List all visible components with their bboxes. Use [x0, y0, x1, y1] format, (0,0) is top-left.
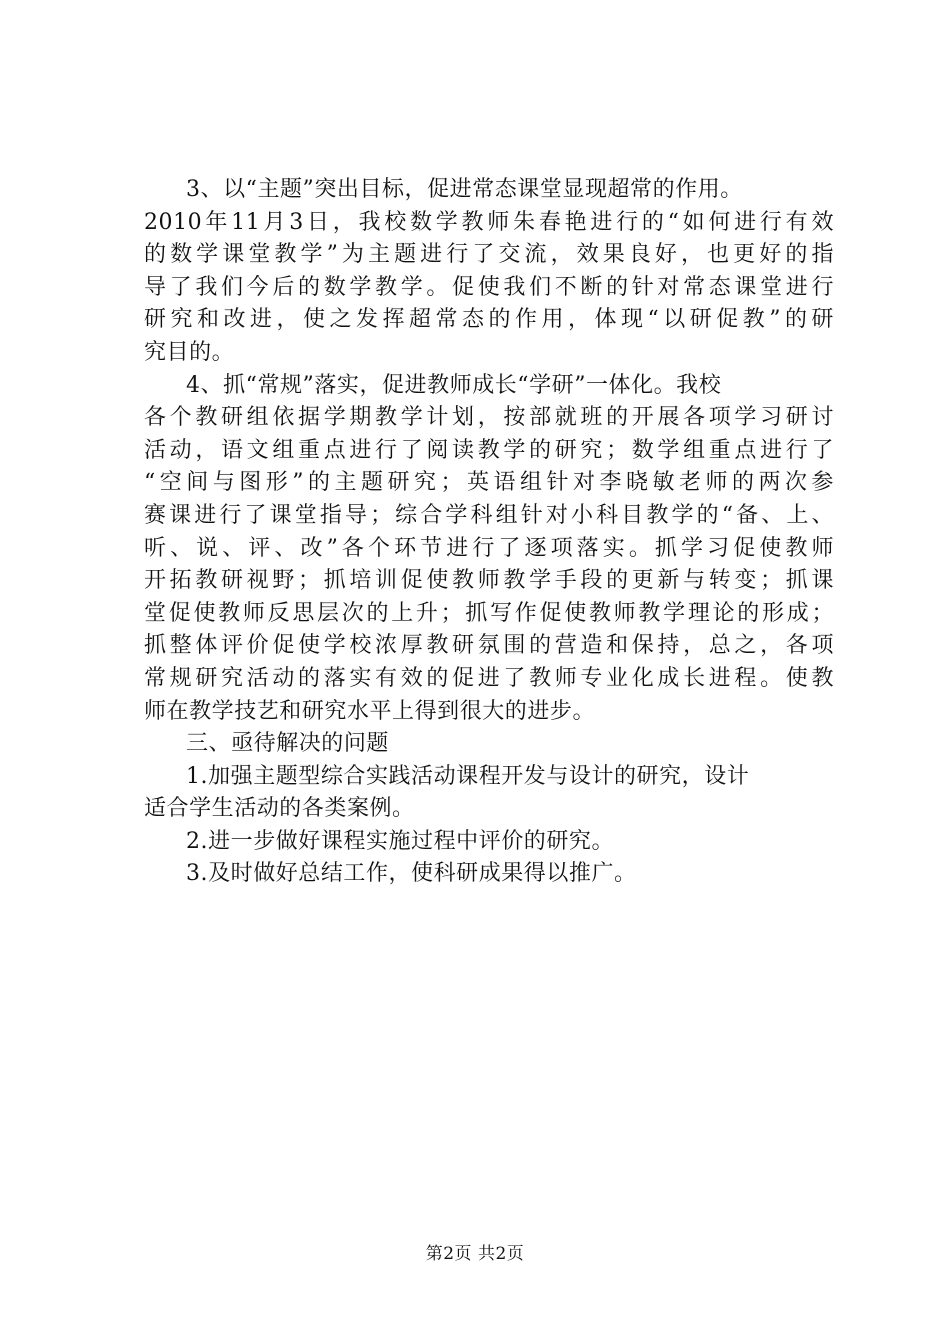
paragraph-4-line-11: 师在教学技艺和研究水平上得到很大的进步。 [144, 698, 596, 724]
paragraph-4-line-9: 抓整体评价促使学校浓厚教研氛围的营造和保持，总之，各项 [144, 633, 834, 659]
paragraph-4-line-3: 活动，语文组重点进行了阅读教学的研究；数学组重点进行了 [144, 437, 834, 463]
paragraph-3-line-2: 2010年11月3日，我校数学教师朱春艳进行的“如何进行有效 [144, 209, 834, 235]
page-number-footer: 第2页 共2页 [425, 1244, 525, 1264]
paragraph-4-line-7: 开拓教研视野；抓培训促使教师教学手段的更新与转变；抓课 [144, 568, 834, 594]
paragraph-4-line-1: 4、抓“常规”落实，促进教师成长“学研”一体化。我校 [186, 372, 722, 398]
paragraph-3-line-3: 的数学课堂教学”为主题进行了交流，效果良好，也更好的指 [144, 242, 834, 268]
paragraph-3-line-4: 导了我们今后的数学教学。促使我们不断的针对常态课堂进行 [144, 274, 834, 300]
item-3: 3.及时做好总结工作，使科研成果得以推广。 [186, 861, 637, 887]
paragraph-3-line-5: 研究和改进，使之发挥超常态的作用，体现“以研促教”的研 [144, 307, 834, 333]
document-body [144, 174, 834, 891]
item-2: 2.进一步做好课程实施过程中评价的研究。 [186, 828, 614, 854]
paragraph-3-line-6: 究目的。 [144, 339, 235, 365]
paragraph-4-line-4: “空间与图形”的主题研究；英语组针对李晓敏老师的两次参 [144, 470, 834, 496]
paragraph-4-line-6: 听、说、评、改”各个环节进行了逐项落实。抓学习促使教师 [144, 535, 834, 561]
item-1-line-2: 适合学生活动的各类案例。 [144, 796, 415, 822]
paragraph-4-line-2: 各个教研组依据学期教学计划，按部就班的开展各项学习研讨 [144, 405, 834, 431]
item-1-line-1: 1.加强主题型综合实践活动课程开发与设计的研究，设计 [186, 763, 750, 789]
paragraph-4-line-5: 赛课进行了课堂指导；综合学科组针对小科目教学的“备、上、 [144, 502, 834, 528]
section-heading: 三、亟待解决的问题 [186, 731, 389, 757]
paragraph-4-line-8: 堂促使教师反思层次的上升；抓写作促使教师教学理论的形成； [144, 600, 834, 626]
paragraph-4-line-10: 常规研究活动的落实有效的促进了教师专业化成长进程。使教 [144, 665, 834, 691]
paragraph-3-line-1: 3、以“主题”突出目标，促进常态课堂显现超常的作用。 [186, 177, 743, 202]
